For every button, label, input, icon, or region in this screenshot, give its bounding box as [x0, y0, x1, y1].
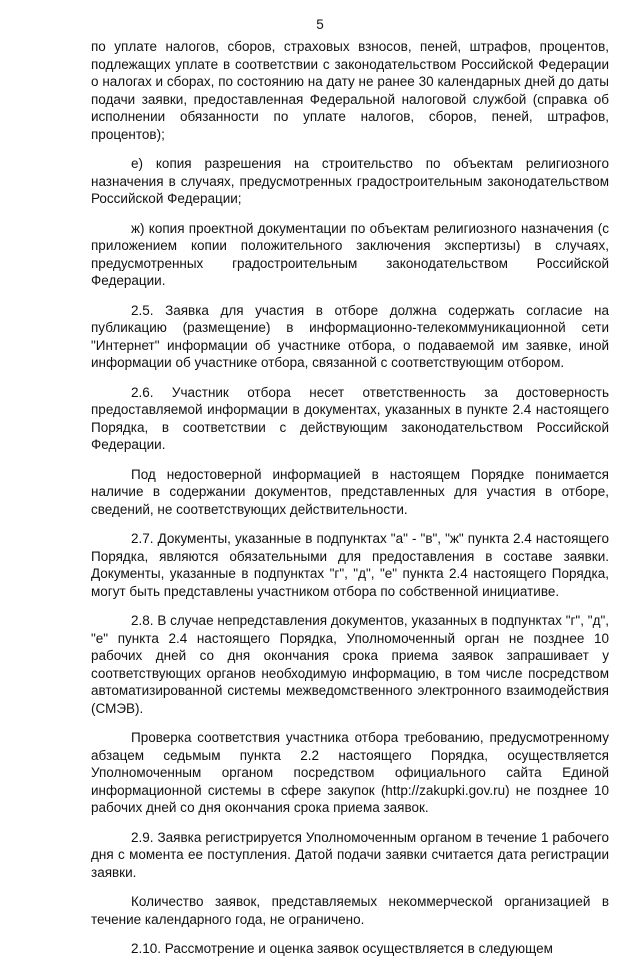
- paragraph-item-e-construction-permit: е) копия разрешения на строительство по объектам религиозного назначения в случаях, предусмотренных градостроительным законодательством Российской Федерации;: [91, 156, 609, 206]
- paragraph-application-count: Количество заявок, представляемых некоммерческой организацией в течение календарного года, не ограничено.: [91, 894, 609, 927]
- paragraph-false-information-definition: Под недостоверной информацией в настоящем Порядке понимается наличие в содержании документов, представленных для участия в отборе, сведений, не соответствующих действительности.: [91, 466, 609, 517]
- paragraph-2-8-missing-documents: 2.8. В случае непредставления документов, указанных в подпунктах "г", "д", "е" пункта 2.4 настоящего Порядка, Уполномоченный орган не позднее 10 рабочих дней со дня окончания срока приема заявок запрашивает у соответствующих органов необходимую информацию, в том числе посредством автоматизированной системы межведомственного электронного взаимодействия (СМЭВ).: [91, 613, 609, 716]
- paragraph-compliance-check: Проверка соответствия участника отбора требованию, предусмотренному абзацем седьмым пункта 2.2 настоящего Порядка, осуществляется Уполномоченным органом посредством официального сайта Единой информационной системы в сфере закупок (http://zakupki.gov.ru) не позднее 10 рабочих дней со дня окончания срока приема заявок.: [91, 730, 609, 815]
- paragraph-2-10-review: 2.10. Рассмотрение и оценка заявок осуществляется в следующем: [131, 941, 553, 956]
- paragraph-2-5-publication-consent: 2.5. Заявка для участия в отборе должна содержать согласие на публикацию (размещение) в информационно-телекоммуникационной сети "Интернет" информации об участнике отбора, о подаваемой им заявке, иной информации об участнике отбора, связанной с соответствующим отбором.: [91, 302, 609, 370]
- paragraph-tax-certificate-continuation: по уплате налогов, сборов, страховых взносов, пеней, штрафов, процентов, подлежащих уплате в соответствии с законодательством Российской Федерации о налогах и сборах, по состоянию на дату не ранее 30 календарных дней до даты подачи заявки, предоставленная Федеральной налоговой службой (справка об исполнении обязанности по уплате налогов, сборов, пеней, штрафов, процентов);: [91, 39, 609, 142]
- paragraph-2-7-required-documents: 2.7. Документы, указанные в подпунктах "а" - "в", "ж" пункта 2.4 настоящего Порядка, являются обязательными для предоставления в составе заявки. Документы, указанные в подпунктах "г", "д", "е" пункта 2.4 настоящего Порядка, могут быть представлены участником отбора по собственной инициативе.: [91, 531, 609, 599]
- paragraph-item-zh-project-documentation: ж) копия проектной документации по объектам религиозного назначения (с приложением копии положительного заключения экспертизы) в случаях, предусмотренных градостроительным законодательством Российской Федерации.: [91, 220, 609, 288]
- document-body: [91, 38, 609, 958]
- paragraph-2-9-registration: 2.9. Заявка регистрируется Уполномоченным органом в течение 1 рабочего дня с момента ее поступления. Датой подачи заявки считается дата регистрации заявки.: [91, 829, 609, 880]
- page-number: 5: [316, 17, 324, 32]
- paragraph-2-6-responsibility: 2.6. Участник отбора несет ответственность за достоверность предоставляемой информации в документах, указанных в пункте 2.4 настоящего Порядка, в соответствии с действующим законодательством Российской Федерации.: [91, 384, 609, 452]
